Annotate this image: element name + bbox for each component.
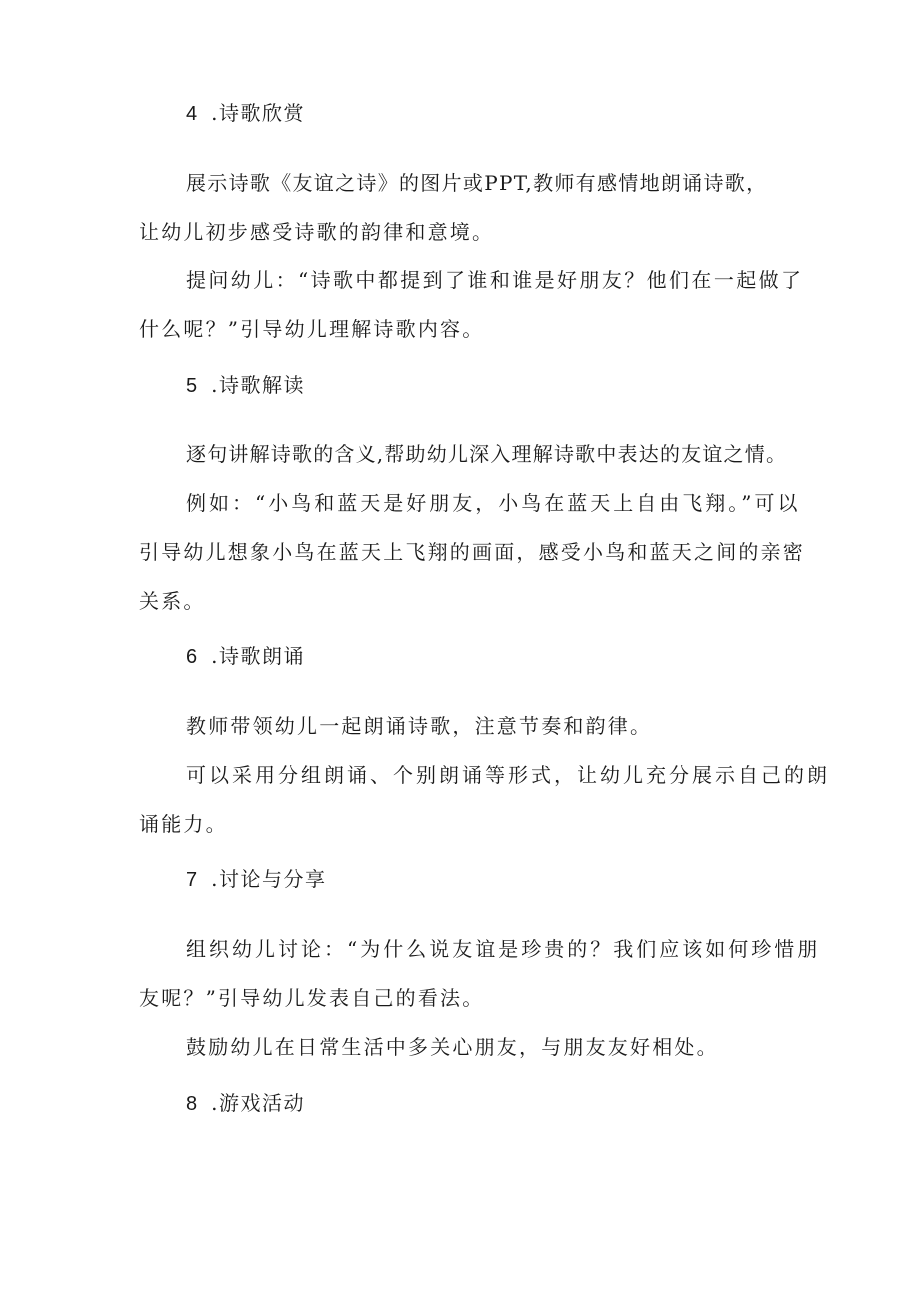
paragraph-line: 让幼儿初步感受诗歌的韵律和意境。 xyxy=(139,220,495,244)
section-4-heading xyxy=(186,100,305,127)
section-number: 6 xyxy=(186,646,198,668)
section-number: 7 xyxy=(186,869,198,891)
paragraph-line: 例如：“小鸟和蓝天是好朋友，小鸟在蓝天上自由飞翔。”可以 xyxy=(186,491,801,515)
paragraph-line: 提问幼儿：“诗歌中都提到了谁和谁是好朋友？他们在一起做了 xyxy=(186,268,804,292)
section-title: .游戏活动 xyxy=(211,1091,305,1115)
paragraph-line: 诵能力。 xyxy=(139,812,228,836)
paragraph-line: 组织幼儿讨论：“为什么说友谊是珍贵的？我们应该如何珍惜朋 xyxy=(186,937,821,961)
paragraph-line: 教师带领幼儿一起朗诵诗歌，注意节奏和韵律。 xyxy=(186,714,653,738)
paragraph-line: 可以采用分组朗诵、个别朗诵等形式，让幼儿充分展示自己的朗 xyxy=(186,763,830,787)
paragraph-line: 鼓励幼儿在日常生活中多关心朋友，与朋友友好相处。 xyxy=(186,1035,719,1059)
section-6-heading xyxy=(186,643,305,670)
section-8-heading xyxy=(186,1090,305,1117)
paragraph-line: 什么呢？”引导幼儿理解诗歌内容。 xyxy=(139,317,485,341)
paragraph-line: 引导幼儿想象小鸟在蓝天上飞翔的画面，感受小鸟和蓝天之间的亲密 xyxy=(139,540,805,564)
paragraph-line: 展示诗歌《友谊之诗》的图片或PPT,教师有感情地朗诵诗歌， xyxy=(186,171,768,195)
section-title: .诗歌欣赏 xyxy=(211,101,305,125)
section-7-heading xyxy=(186,866,326,893)
paragraph-line: 关系。 xyxy=(139,589,206,613)
paragraph-line: 友呢？”引导幼儿发表自己的看法。 xyxy=(139,986,485,1010)
section-title: .诗歌解读 xyxy=(211,373,305,397)
section-title: .讨论与分享 xyxy=(211,867,327,891)
section-number: 5 xyxy=(186,375,198,397)
section-5-heading xyxy=(186,372,305,399)
section-number: 4 xyxy=(186,103,198,125)
paragraph-line: 逐句讲解诗歌的含义,帮助幼儿深入理解诗歌中表达的友谊之情。 xyxy=(186,442,788,466)
section-number: 8 xyxy=(186,1093,198,1115)
section-title: .诗歌朗诵 xyxy=(211,644,305,668)
